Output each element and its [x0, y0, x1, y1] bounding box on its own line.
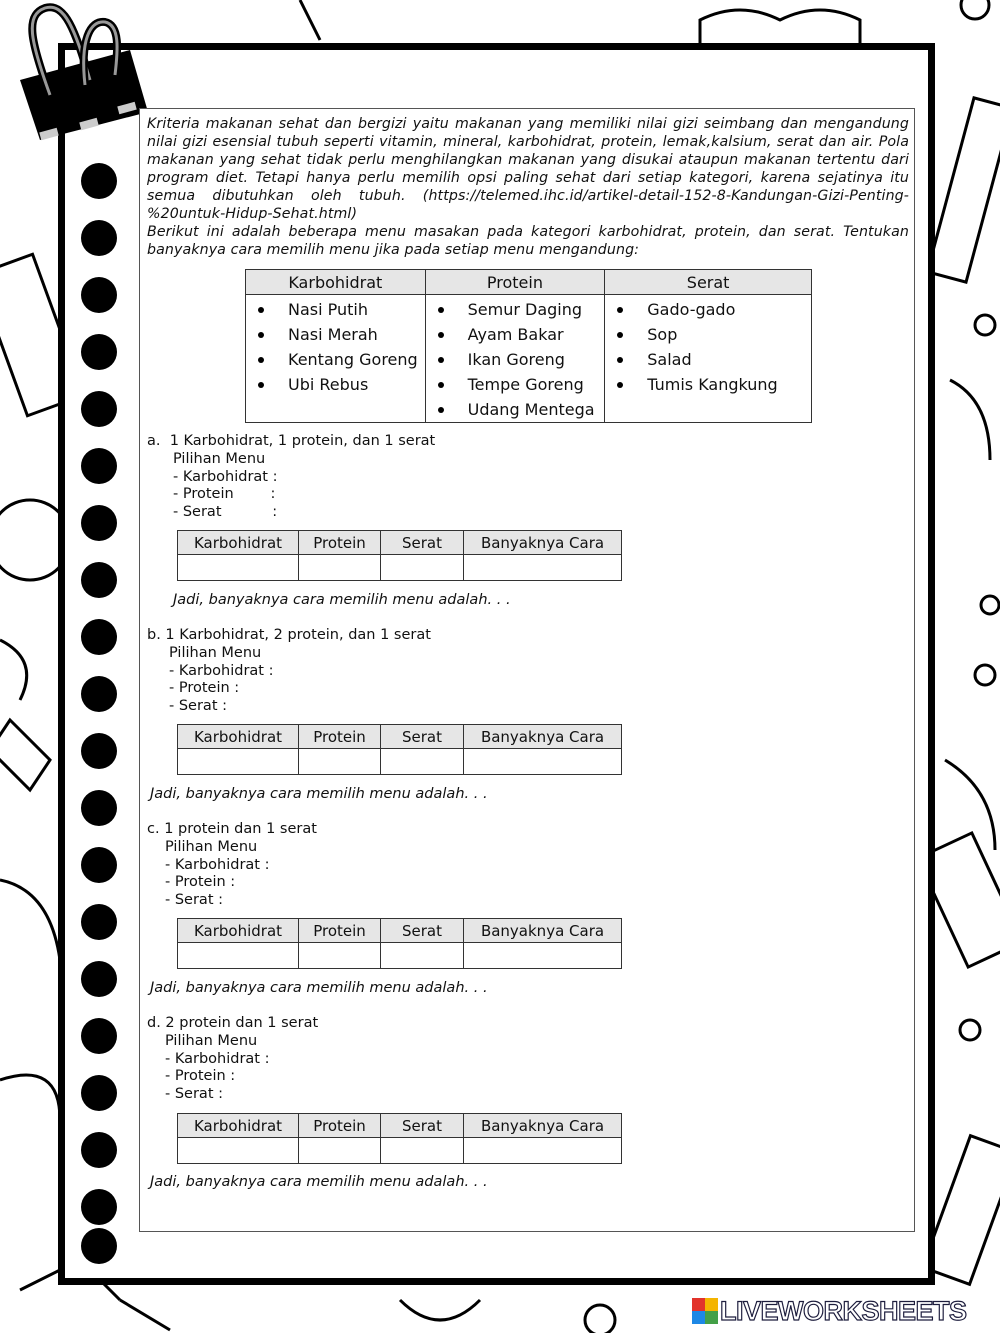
answer-header: Karbohidrat — [178, 919, 299, 943]
pilihan-protein: - Protein : — [165, 1068, 236, 1085]
list-item: Nasi Merah — [246, 322, 425, 347]
answer-header: Karbohidrat — [178, 531, 299, 555]
binder-hole — [81, 277, 117, 313]
list-item: Gado-gado — [605, 297, 811, 322]
menu-column-protein — [425, 295, 605, 423]
list-item: Nasi Putih — [246, 297, 425, 322]
menu-column-serat — [605, 295, 812, 423]
list-item: Sop — [605, 322, 811, 347]
liveworksheets-logo[interactable] — [692, 1296, 967, 1326]
binder-hole — [81, 163, 117, 199]
answer-cell-banyaknya-cara[interactable] — [464, 555, 622, 581]
pilihan-protein: - Protein : — [165, 874, 236, 891]
binder-hole — [81, 505, 117, 541]
answer-header: Protein — [299, 919, 381, 943]
answer-cell-serat[interactable] — [381, 943, 464, 969]
answer-table-d — [177, 1113, 622, 1164]
jadi-text: Jadi, banyaknya cara memilih menu adalah. . . — [150, 980, 488, 996]
answer-cell-protein[interactable] — [299, 1138, 381, 1164]
binder-hole — [81, 1132, 117, 1168]
answer-cell-protein[interactable] — [299, 943, 381, 969]
question-c — [147, 821, 317, 910]
question-a — [147, 433, 435, 522]
answer-header: Serat — [381, 1114, 464, 1138]
binder-clip-icon — [0, 0, 160, 160]
binder-hole — [81, 619, 117, 655]
answer-cell-karbohidrat[interactable] — [178, 1138, 299, 1164]
pilihan-protein: - Protein : — [173, 486, 276, 503]
menu-column-karbohidrat — [246, 295, 426, 423]
answer-header: Karbohidrat — [178, 1114, 299, 1138]
binder-hole — [81, 448, 117, 484]
question-title: d. 2 protein dan 1 serat — [147, 1015, 319, 1031]
worksheet-content — [139, 108, 915, 1232]
binder-hole — [81, 961, 117, 997]
pilihan-menu-label: Pilihan Menu — [165, 1032, 258, 1049]
answer-header: Banyaknya Cara — [464, 531, 622, 555]
answer-cell-serat[interactable] — [381, 749, 464, 775]
binder-hole — [81, 391, 117, 427]
menu-table — [245, 269, 812, 423]
answer-table-b — [177, 724, 622, 775]
list-item: Ayam Bakar — [426, 322, 605, 347]
binder-hole — [81, 334, 117, 370]
intro-text — [147, 115, 909, 259]
answer-header: Banyaknya Cara — [464, 1114, 622, 1138]
jadi-text: Jadi, banyaknya cara memilih menu adalah. . . — [150, 786, 488, 802]
binder-hole — [81, 220, 117, 256]
answer-table-a — [177, 530, 622, 581]
list-item: Salad — [605, 347, 811, 372]
menu-header-protein: Protein — [425, 270, 605, 295]
answer-cell-karbohidrat[interactable] — [178, 943, 299, 969]
question-b — [147, 627, 431, 716]
pilihan-karbohidrat: - Karbohidrat : — [165, 1050, 270, 1067]
pilihan-serat: - Serat : — [165, 1086, 223, 1103]
list-item: Tempe Goreng — [426, 372, 605, 397]
answer-cell-banyaknya-cara[interactable] — [464, 1138, 622, 1164]
binder-hole — [81, 562, 117, 598]
answer-header: Protein — [299, 725, 381, 749]
pilihan-karbohidrat: - Karbohidrat : — [169, 662, 274, 679]
answer-header: Banyaknya Cara — [464, 725, 622, 749]
jadi-text: Jadi, banyaknya cara memilih menu adalah. . . — [150, 1174, 488, 1190]
answer-header: Protein — [299, 1114, 381, 1138]
pilihan-menu-label: Pilihan Menu — [169, 644, 262, 661]
list-item: Semur Daging — [426, 297, 605, 322]
binder-hole — [81, 904, 117, 940]
question-d — [147, 1015, 318, 1104]
answer-header: Serat — [381, 919, 464, 943]
answer-cell-karbohidrat[interactable] — [178, 555, 299, 581]
pilihan-serat: - Serat : — [165, 892, 223, 909]
binder-hole — [81, 1075, 117, 1111]
binder-hole — [81, 847, 117, 883]
answer-cell-serat[interactable] — [381, 555, 464, 581]
answer-header: Banyaknya Cara — [464, 919, 622, 943]
jadi-text: Jadi, banyaknya cara memilih menu adalah. . . — [173, 592, 511, 608]
answer-cell-karbohidrat[interactable] — [178, 749, 299, 775]
answer-header: Karbohidrat — [178, 725, 299, 749]
question-title: c. 1 protein dan 1 serat — [147, 821, 317, 837]
pilihan-karbohidrat: - Karbohidrat : — [173, 468, 278, 485]
answer-cell-protein[interactable] — [299, 555, 381, 581]
binder-hole — [81, 676, 117, 712]
list-item: Udang Mentega — [426, 397, 605, 422]
answer-table-c — [177, 918, 622, 969]
answer-header: Protein — [299, 531, 381, 555]
list-item: Tumis Kangkung — [605, 372, 811, 397]
binder-hole — [81, 790, 117, 826]
binder-hole — [81, 1228, 117, 1264]
pilihan-serat: - Serat : — [173, 504, 278, 521]
answer-header: Serat — [381, 531, 464, 555]
liveworksheets-icon — [692, 1298, 718, 1324]
binder-hole — [81, 733, 117, 769]
pilihan-protein: - Protein : — [169, 680, 240, 697]
pilihan-menu-label: Pilihan Menu — [165, 838, 258, 855]
intro-paragraph-1: Kriteria makanan sehat dan bergizi yaitu makanan yang memiliki nilai gizi seimbang dan mengandung nilai gizi esensial tubuh seperti vitamin, mineral, karbohidrat, protein, lemak,kalsium, serat dan air. Pola makanan yang sehat tidak perlu menghilangkan makanan yang disukai ataupun makanan tertentu dari program diet. Tetapi hanya perlu memilih opsi paling sehat dari setiap kategori, karena sejatinya itu semua dibutuhkan oleh tubuh. (https://telemed.ihc.id/artikel-detail-152-8-Kandungan-Gizi-Penting-%20untuk-Hidup-Sehat.html) — [147, 116, 909, 222]
pilihan-menu-label: Pilihan Menu — [173, 450, 266, 467]
answer-cell-protein[interactable] — [299, 749, 381, 775]
answer-cell-banyaknya-cara[interactable] — [464, 943, 622, 969]
intro-paragraph-2: Berikut ini adalah beberapa menu masakan pada kategori karbohidrat, protein, dan serat. Tentukan banyaknya cara memilih menu jika pada setiap menu mengandung: — [147, 224, 909, 258]
list-item: Ikan Goreng — [426, 347, 605, 372]
pilihan-serat: - Serat : — [169, 698, 227, 715]
pilihan-karbohidrat: - Karbohidrat : — [165, 856, 270, 873]
answer-cell-banyaknya-cara[interactable] — [464, 749, 622, 775]
answer-header: Serat — [381, 725, 464, 749]
menu-header-serat: Serat — [605, 270, 812, 295]
menu-header-karbohidrat: Karbohidrat — [246, 270, 426, 295]
question-title: b. 1 Karbohidrat, 2 protein, dan 1 serat — [147, 627, 431, 643]
list-item: Ubi Rebus — [246, 372, 425, 397]
answer-cell-serat[interactable] — [381, 1138, 464, 1164]
question-title: a. 1 Karbohidrat, 1 protein, dan 1 serat — [147, 433, 436, 449]
binder-hole — [81, 1018, 117, 1054]
binder-hole — [81, 1189, 117, 1225]
list-item: Kentang Goreng — [246, 347, 425, 372]
liveworksheets-logo-text: LIVEWORKSHEETS — [720, 1295, 967, 1326]
